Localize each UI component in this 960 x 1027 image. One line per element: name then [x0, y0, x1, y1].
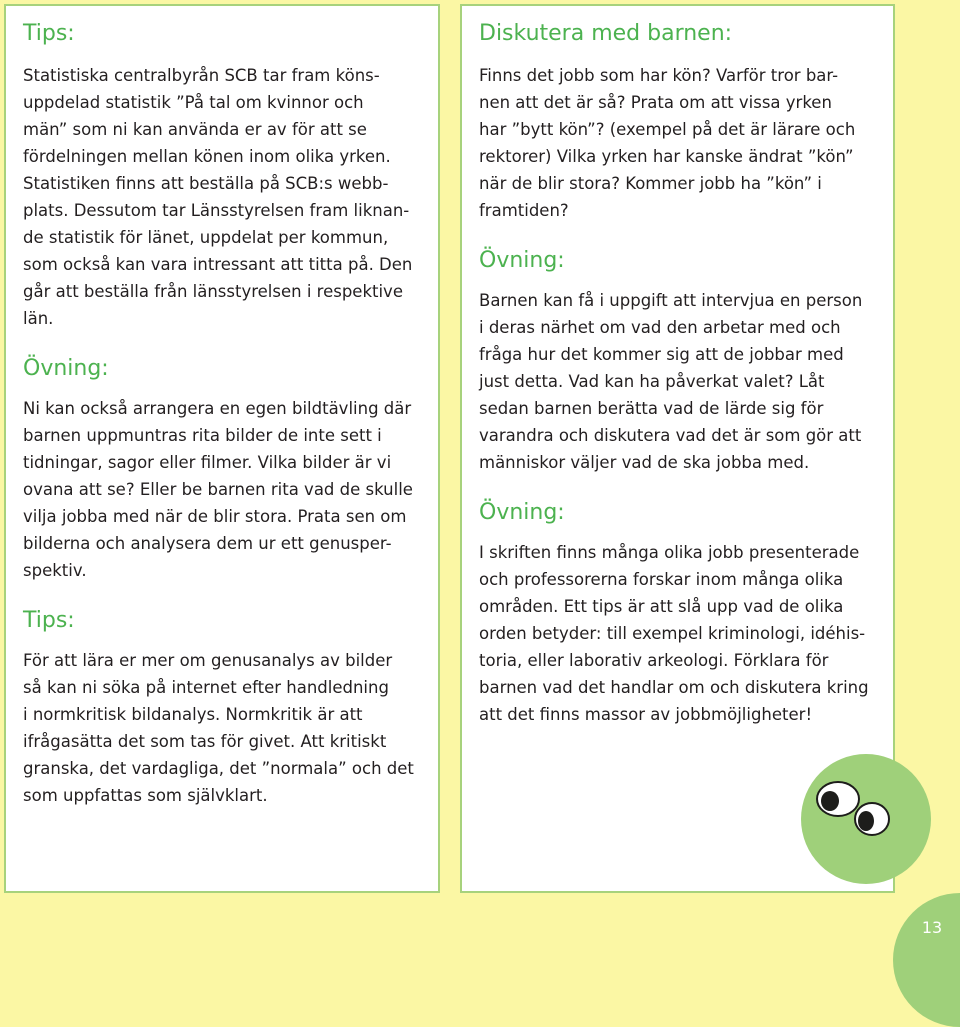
tips-text: För att lära er mer om genusanalys av bilder så kan ni söka på internet efter handledning i normkritisk bildanalys. Normkritik är att ifrågasätta det som tas för givet. Att kritiskt granska, det vardagliga, det ”normala” och det som uppfattas som självklart. — [23, 651, 414, 805]
page-number: 13 — [921, 918, 943, 937]
discuss-heading: Diskutera med barnen: — [479, 21, 733, 46]
page-number-badge — [893, 893, 960, 1027]
mascot-pupil-right — [858, 811, 874, 831]
exercise-heading: Övning: — [479, 500, 565, 525]
exercise-text: Barnen kan få i uppgift att intervjua en person i deras närhet om vad den arbetar med och fråga hur det kommer sig att de jobbar med just detta. Vad kan ha påverkat valet? Låt sedan barnen berätta vad de lärde sig för varandra och diskutera vad det är som gör att människor väljer vad de ska jobba med. — [479, 291, 863, 472]
exercise-heading: Övning: — [479, 248, 565, 273]
exercise-text: Ni kan också arrangera en egen bildtävling där barnen uppmuntras rita bilder de inte sett i tidningar, sagor eller filmer. Vilka bilder är vi ovana att se? Eller be barnen rita vad de skulle vilja jobba med när de blir stora. Prata sen om bilderna och analysera dem ur ett genusper- spektiv. — [23, 399, 413, 580]
exercise-heading: Övning: — [23, 356, 109, 381]
tips-heading: Tips: — [23, 21, 75, 46]
tips-text: Statistiska centralbyrån SCB tar fram köns- uppdelad statistik ”På tal om kvinnor och män” som ni kan använda er av för att se fördelningen mellan könen inom olika yrken. Statistiken finns att beställa på SCB:s webb- plats. Dessutom tar Länsstyrelsen fram liknan- de statistik för länet, uppdelat per kommun, som också kan vara intressant att titta på. Den går att beställa från länsstyrelsen i respektive län. — [23, 66, 413, 328]
exercise-text: I skriften finns många olika jobb presenterade och professorerna forskar inom många olika områden. Ett tips är att slå upp vad de olika orden betyder: till exempel kriminologi, idéhis- toria, eller laborativ arkeologi. Förklara för barnen vad det handlar om och diskutera kring att det finns massor av jobbmöjligheter! — [479, 543, 869, 724]
tips-heading: Tips: — [23, 608, 75, 633]
smiley-mascot-icon — [800, 753, 932, 885]
left-panel — [4, 4, 440, 893]
mascot-pupil-left — [821, 791, 839, 811]
discuss-text: Finns det jobb som har kön? Varför tror bar- nen att det är så? Prata om att vissa yrken har ”bytt kön”? (exempel på det är lärare och rektorer) Vilka yrken har kanske ändrat ”kön” när de blir stora? Kommer jobb ha ”kön” i framtiden? — [479, 66, 856, 220]
